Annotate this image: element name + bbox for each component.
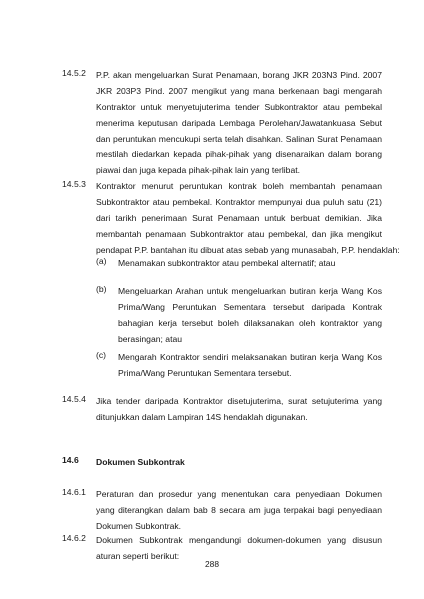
- text-line: Kontraktor untuk menyetujuterima tender Subkontraktor atau pembekal: [96, 101, 382, 112]
- section-number: 14.6: [62, 455, 79, 465]
- section-number: 14.5.4: [62, 394, 86, 404]
- text-line: Prima/Wang Peruntukan Sementara tersebut daripada Kontrak: [118, 301, 382, 312]
- text-line: mestilah diedarkan kepada pihak-pihak yang disenaraikan dalam borang: [96, 149, 382, 160]
- text-line: dari tarikh penerimaan Surat Penamaan untuk berbuat demikian. Jika: [96, 212, 382, 223]
- text-line: berasingan; atau: [118, 333, 183, 344]
- text-line: yang diterangkan dalam bab 8 secara am juga terpakai bagi penyediaan: [96, 504, 382, 515]
- list-label: (a): [96, 256, 107, 266]
- text-line: Mengarah Kontraktor sendiri melaksanakan butiran kerja Wang Kos: [118, 352, 382, 362]
- text-line: ditunjukkan dalam Lampiran 14S hendaklah digunakan.: [96, 411, 308, 422]
- text-line: bahagian kerja tersebut boleh dilaksanakan oleh kontraktor yang: [118, 317, 382, 328]
- text-line: dan peruntukan mencukupi serta telah disahkan. Salinan Surat Penamaan: [96, 133, 382, 144]
- list-label: (c): [96, 350, 107, 360]
- section-number: 14.6.2: [62, 533, 86, 543]
- text-line: Prima/Wang Peruntukan Sementara tersebut.: [118, 367, 292, 378]
- page-number: 288: [205, 559, 219, 569]
- text-line: P.P. akan mengeluarkan Surat Penamaan, borang JKR 203N3 Pind. 2007: [96, 70, 382, 80]
- section-number: 14.6.1: [62, 487, 86, 497]
- text-line: Subkontraktor atau pembekal. Kontraktor mempunyai dua puluh satu (21): [96, 196, 382, 207]
- text-line: menerima keputusan daripada Lembaga Perolehan/Jawatankuasa Sebut: [96, 117, 382, 128]
- section-number: 14.5.3: [62, 179, 86, 189]
- text-line: membantah penamaan Subkontraktor atau pembekal, dan jika mengikut: [96, 228, 382, 239]
- section-text: [96, 394, 382, 426]
- section-text: [96, 68, 382, 179]
- text-line: JKR 203P3 Pind. 2007 mengikut yang mana berkenaan bagi mengarah: [96, 85, 382, 96]
- text-line: Dokumen Subkontrak mengandungi dokumen-dokumen yang disusun: [96, 535, 382, 545]
- text-line: Dokumen Subkontrak.: [96, 520, 182, 531]
- text-line: Peraturan dan prosedur yang menentukan cara penyediaan Dokumen: [96, 489, 382, 499]
- text-line: Kontraktor menurut peruntukan kontrak boleh membantah penamaan: [96, 181, 382, 191]
- text-line: pendapat P.P. bantahan itu dibuat atas sebab yang munasabah, P.P. hendaklah:: [96, 244, 400, 255]
- heading-text: Dokumen Subkontrak: [96, 457, 185, 467]
- section-text: [96, 487, 382, 535]
- list-text: [118, 284, 382, 348]
- section-text: [96, 179, 400, 258]
- section-title: [96, 455, 382, 471]
- list-text: [118, 256, 382, 272]
- list-text: [118, 350, 382, 382]
- section-number: 14.5.2: [62, 68, 86, 78]
- list-label: (b): [96, 284, 107, 294]
- text-line: Jika tender daripada Kontraktor disetujuterima, surat setujuterima yang: [96, 396, 382, 406]
- text-line: Menamakan subkontraktor atau pembekal alternatif; atau: [118, 258, 336, 268]
- text-line: aturan seperti berikut:: [96, 550, 180, 561]
- text-line: piawai dan juga kepada pihak-pihak lain yang terlibat.: [96, 165, 301, 176]
- text-line: Mengeluarkan Arahan untuk mengeluarkan butiran kerja Wang Kos: [118, 286, 382, 296]
